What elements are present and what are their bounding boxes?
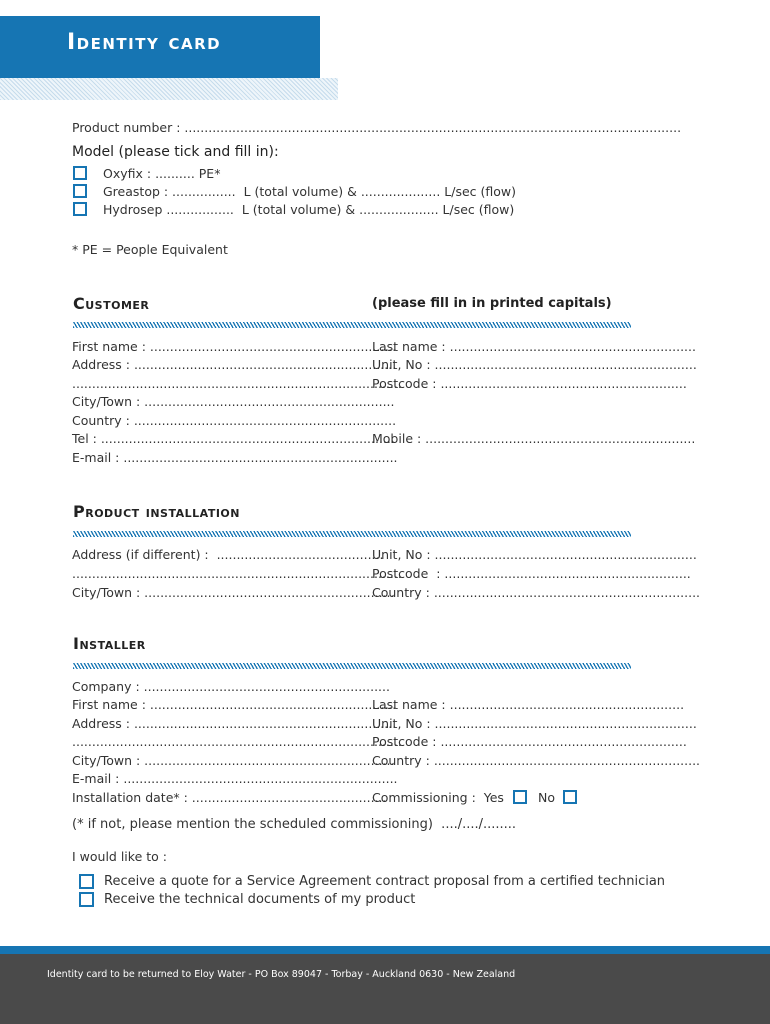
model-heading: Model (please tick and fill in):	[72, 144, 279, 160]
would-like-label: I would like to :	[72, 849, 167, 864]
commissioning-no-label: No	[538, 790, 555, 805]
installation-date-field[interactable]: Installation date* : .................................................	[72, 790, 387, 805]
installer-country-field[interactable]: Country : ...................................................................	[372, 753, 701, 768]
customer-last-name-field[interactable]: Last name : ..............................................................	[372, 339, 696, 354]
model-option-oxyfix: Oxyfix : .......... PE*	[103, 166, 221, 181]
oxyfix-checkbox[interactable]	[73, 166, 87, 180]
installation-city-field[interactable]: City/Town : ...............................................................	[72, 585, 395, 600]
service-agreement-option: Receive a quote for a Service Agreement contract proposal from a certified technician	[104, 874, 666, 889]
customer-email-field[interactable]: E-mail : .....................................................................	[72, 450, 398, 465]
customer-address-field[interactable]: Address : ..................................................................	[72, 357, 397, 372]
page-title: Identity card	[67, 30, 222, 55]
customer-city-field[interactable]: City/Town : ...............................................................	[72, 394, 395, 409]
installation-postcode-field[interactable]: Postcode : ..............................................................	[372, 566, 691, 581]
customer-address-line2-field[interactable]: ...................................................................................	[72, 376, 402, 391]
footer	[0, 954, 770, 1024]
installation-unit-field[interactable]: Unit, No : ..................................................................	[372, 547, 697, 562]
commissioning-no-checkbox[interactable]	[563, 790, 577, 804]
installation-section-title: Product installation	[73, 502, 240, 521]
product-number-field[interactable]: Product number : .............................................................................................................................	[72, 120, 682, 135]
installer-section-title: Installer	[73, 634, 146, 653]
installation-address-line2-field[interactable]: ...................................................................................	[72, 566, 402, 581]
customer-unit-field[interactable]: Unit, No : ..................................................................	[372, 357, 697, 372]
technical-documents-option: Receive the technical documents of my product	[104, 892, 416, 907]
scheduled-commissioning-note: (* if not, please mention the scheduled commissioning) ..../..../........	[72, 817, 517, 832]
installer-city-field[interactable]: City/Town : ...............................................................	[72, 753, 395, 768]
customer-section-title: Customer	[73, 294, 150, 313]
hydrosep-checkbox[interactable]	[73, 202, 87, 216]
technical-documents-checkbox[interactable]	[79, 892, 94, 907]
customer-section-note: (please fill in in printed capitals)	[372, 296, 612, 311]
installer-section-rule	[73, 663, 631, 669]
footer-accent-band	[0, 946, 770, 954]
customer-first-name-field[interactable]: First name : ..............................................................	[72, 339, 397, 354]
installer-first-name-field[interactable]: First name : ..............................................................	[72, 697, 397, 712]
installer-last-name-field[interactable]: Last name : ...........................................................	[372, 697, 685, 712]
model-option-hydrosep: Hydrosep ................. L (total volume) & .................... L/sec (flow)	[103, 202, 515, 217]
installation-address-field[interactable]: Address (if different) : ..........................................	[72, 547, 384, 562]
commissioning-yes-checkbox[interactable]	[513, 790, 527, 804]
installer-unit-field[interactable]: Unit, No : ..................................................................	[372, 716, 697, 731]
model-option-greastop: Greastop : ................ L (total volume) & .................... L/sec (flow)	[103, 184, 516, 199]
title-hatch-decoration	[0, 78, 338, 100]
customer-postcode-field[interactable]: Postcode : ..............................................................	[372, 376, 687, 391]
footer-return-address: Identity card to be returned to Eloy Water - PO Box 89047 - Torbay - Auckland 0630 - New Zealand	[47, 969, 516, 980]
installation-section-rule	[73, 531, 631, 537]
pe-footnote: * PE = People Equivalent	[72, 242, 228, 257]
installer-company-field[interactable]: Company : ..............................................................	[72, 679, 390, 694]
installation-country-field[interactable]: Country : ...................................................................	[372, 585, 701, 600]
installer-postcode-field[interactable]: Postcode : ..............................................................	[372, 734, 687, 749]
installer-address-field[interactable]: Address : ..................................................................	[72, 716, 397, 731]
customer-tel-field[interactable]: Tel : ..........................................................................	[72, 431, 395, 446]
customer-mobile-field[interactable]: Mobile : ....................................................................	[372, 431, 696, 446]
installer-address-line2-field[interactable]: ...................................................................................	[72, 734, 402, 749]
installer-email-field[interactable]: E-mail : .....................................................................	[72, 771, 398, 786]
customer-section-rule	[73, 322, 631, 328]
service-agreement-checkbox[interactable]	[79, 874, 94, 889]
greastop-checkbox[interactable]	[73, 184, 87, 198]
customer-country-field[interactable]: Country : ..................................................................	[72, 413, 397, 428]
commissioning-label: Commissioning : Yes	[372, 790, 504, 805]
